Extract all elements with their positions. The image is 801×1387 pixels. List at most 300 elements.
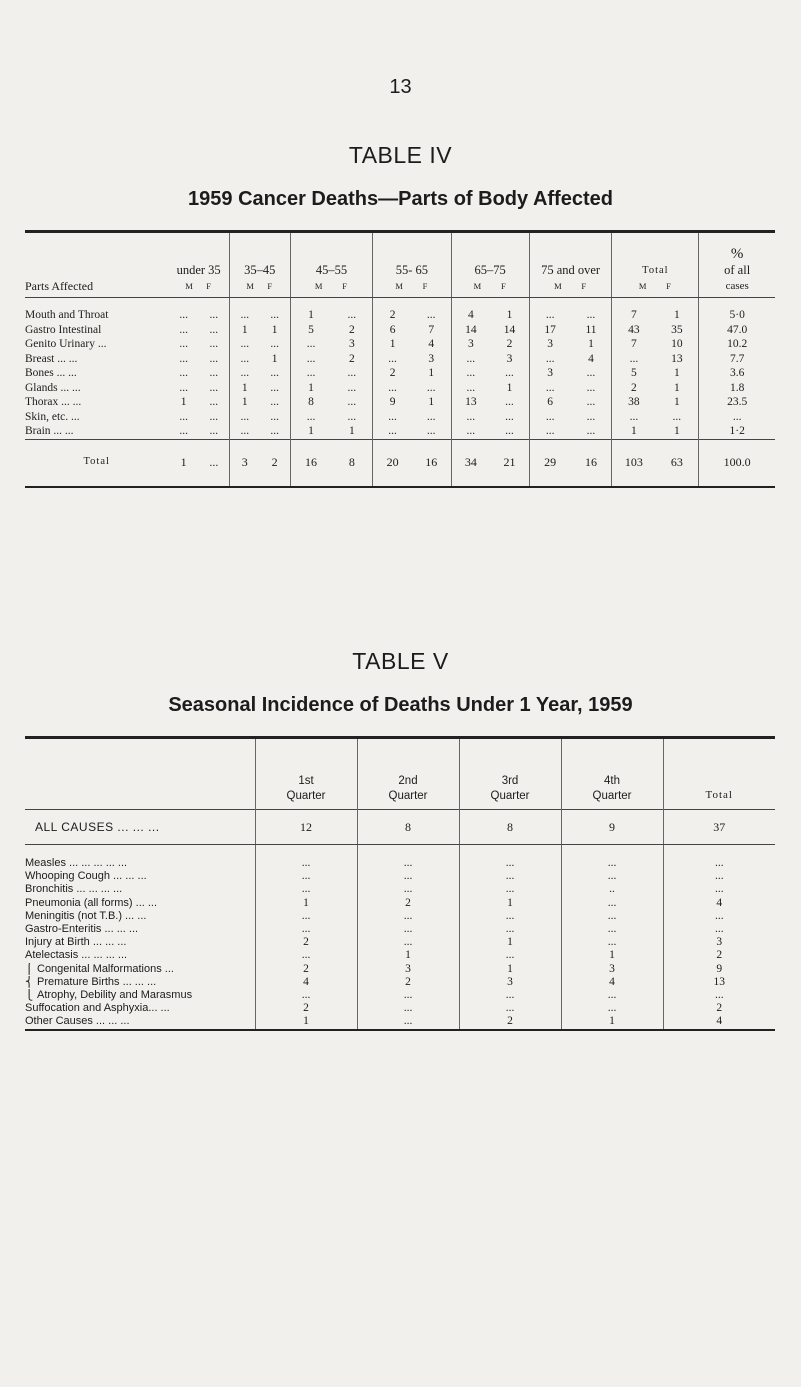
table-cell: ... bbox=[459, 870, 561, 883]
mf-label: M F bbox=[246, 281, 274, 291]
row-label: Brain ... ... bbox=[25, 425, 74, 437]
table-v-title: TABLE V bbox=[352, 648, 449, 674]
table-cell: 4 bbox=[561, 976, 663, 989]
table-cell: 6 bbox=[529, 395, 570, 410]
table-cell: ... bbox=[451, 352, 490, 367]
table-cell: 12 bbox=[255, 810, 357, 845]
table-cell: ... bbox=[270, 410, 279, 423]
table-cell: 29 bbox=[529, 439, 570, 487]
table-cell: 5·0 bbox=[699, 298, 775, 323]
table-cell: 5 bbox=[290, 323, 331, 338]
table-cell: 2 bbox=[663, 949, 775, 962]
table-cell: 9 bbox=[373, 395, 412, 410]
table-cell: ... bbox=[459, 845, 561, 871]
table-cell: 23.5 bbox=[699, 395, 775, 410]
table-row bbox=[25, 298, 775, 323]
table-cell: ... bbox=[229, 352, 259, 367]
table-cell: ... bbox=[347, 381, 357, 394]
table-cell: ... bbox=[290, 410, 331, 425]
table-cell: ... bbox=[699, 410, 775, 425]
table-cell: 2 bbox=[373, 366, 412, 381]
table-cell: ... bbox=[451, 381, 490, 396]
table-cell: ... bbox=[179, 352, 188, 365]
cause-label: Gastro-Enteritis ... ... ... bbox=[25, 923, 139, 936]
row-label bbox=[25, 963, 255, 976]
row-label bbox=[25, 1002, 255, 1015]
row-label bbox=[25, 936, 255, 949]
cancer-deaths-table bbox=[25, 230, 775, 488]
cause-label: Congenital Malformations ... bbox=[37, 962, 174, 975]
row-label bbox=[25, 883, 255, 896]
table-cell: ... bbox=[612, 410, 655, 425]
table-cell: ... bbox=[586, 381, 596, 394]
brace-mark: ⎩ bbox=[25, 989, 34, 1002]
all-causes-row bbox=[25, 810, 775, 845]
table-cell: 43 bbox=[612, 323, 655, 338]
table-cell: 63 bbox=[655, 439, 698, 487]
table-cell: ... bbox=[505, 367, 514, 379]
row-label: Skin, etc. ... bbox=[25, 410, 80, 423]
table-cell: 1 bbox=[348, 425, 355, 437]
row-label: Glands ... ... bbox=[25, 381, 81, 394]
table-cell: 3 bbox=[561, 963, 663, 976]
brace-mark: ⎧ bbox=[25, 962, 34, 975]
table-cell: ... bbox=[255, 910, 357, 923]
table-cell: 3 bbox=[506, 352, 513, 365]
table-cell: 14 bbox=[503, 323, 516, 336]
table-cell: 7 bbox=[612, 337, 655, 352]
cause-row bbox=[25, 897, 775, 910]
table-cell: ... bbox=[561, 936, 663, 949]
seasonal-incidence-table bbox=[25, 736, 775, 1031]
table-cell: ... bbox=[209, 338, 219, 350]
age-group-label: 75 and over bbox=[541, 263, 601, 277]
table-cell: ... bbox=[663, 989, 775, 1002]
table-cell: ... bbox=[459, 1002, 561, 1015]
table-cell: 3 bbox=[348, 338, 355, 350]
table-cell: ... bbox=[357, 883, 459, 896]
cause-row bbox=[25, 883, 775, 896]
mf-label: M F bbox=[473, 281, 507, 291]
table-cell: 1 bbox=[612, 424, 655, 439]
table-cell: 2 bbox=[506, 338, 513, 350]
cause-label: Other Causes ... ... ... bbox=[25, 1015, 130, 1028]
table-cell: 1 bbox=[180, 396, 187, 408]
table-cell: 1 bbox=[229, 395, 259, 410]
table-cell: 4 bbox=[663, 1015, 775, 1029]
table-cell: ... bbox=[672, 410, 682, 423]
table-cell: 1 bbox=[673, 425, 680, 437]
table-cell: 7.7 bbox=[699, 352, 775, 367]
table-cell: 100.0 bbox=[699, 439, 775, 487]
table-cell: ... bbox=[229, 337, 259, 352]
table-cell: ... bbox=[561, 989, 663, 1002]
cause-row bbox=[25, 963, 775, 976]
table-cell: ... bbox=[451, 424, 490, 439]
cause-label: Suffocation and Asphyxia... ... bbox=[25, 1002, 170, 1015]
table-cell: 37 bbox=[663, 810, 775, 845]
table-cell: ... bbox=[255, 923, 357, 936]
table-row bbox=[25, 424, 775, 439]
table-cell: ... bbox=[663, 910, 775, 923]
table-cell: 1 bbox=[561, 1015, 663, 1029]
table-cell: ... bbox=[529, 424, 570, 439]
age-group-label: 45–55 bbox=[315, 263, 348, 277]
table-cell: ... bbox=[529, 381, 570, 396]
table-cell: 1 bbox=[506, 381, 513, 394]
cause-header bbox=[25, 738, 255, 810]
brace-mark: ⎨ bbox=[25, 975, 34, 988]
row-label: Genito Urinary ... bbox=[25, 338, 107, 350]
table-cell: ... bbox=[347, 396, 357, 408]
table-cell: 2 bbox=[357, 976, 459, 989]
table-cell: ... bbox=[451, 366, 490, 381]
table-cell: 11 bbox=[585, 323, 597, 336]
table-cell: ... bbox=[561, 910, 663, 923]
page-number: 13 bbox=[389, 76, 412, 98]
table-cell: ... bbox=[357, 910, 459, 923]
table-row bbox=[25, 352, 775, 367]
table-cell: ... bbox=[270, 425, 279, 437]
table-v-subtitle: Seasonal Incidence of Deaths Under 1 Year, 1959 bbox=[168, 694, 633, 716]
table-cell: 4 bbox=[451, 298, 490, 323]
table-cell: ... bbox=[373, 381, 412, 396]
table-cell: 10.2 bbox=[699, 337, 775, 352]
table-cell: ... bbox=[290, 337, 331, 352]
table-cell: ... bbox=[561, 1002, 663, 1015]
table-cell: 47.0 bbox=[699, 323, 775, 338]
table-cell: 21 bbox=[490, 439, 529, 487]
table-cell: 2 bbox=[255, 963, 357, 976]
age-group-header bbox=[373, 232, 451, 298]
row-label: Mouth and Throat bbox=[25, 309, 109, 321]
table-row bbox=[25, 410, 775, 425]
table-cell: ... bbox=[179, 381, 188, 394]
table-cell: 3 bbox=[451, 337, 490, 352]
age-group-label: 55- 65 bbox=[395, 263, 429, 277]
table-cell: ... bbox=[612, 352, 655, 367]
table-cell: 7 bbox=[428, 323, 435, 336]
table-cell: ... bbox=[209, 352, 219, 365]
cause-label: Pneumonia (all forms) ... ... bbox=[25, 896, 158, 909]
cause-row bbox=[25, 976, 775, 989]
table-cell: ... bbox=[290, 352, 331, 367]
table-cell: 1 bbox=[168, 439, 198, 487]
table-cell: ... bbox=[209, 367, 219, 379]
table-cell: 103 bbox=[612, 439, 655, 487]
table-cell: ... bbox=[561, 870, 663, 883]
table-cell: ... bbox=[505, 410, 514, 423]
table-cell: ... bbox=[357, 936, 459, 949]
total-header bbox=[612, 232, 699, 298]
table-cell: ... bbox=[663, 883, 775, 896]
mf-label: M F bbox=[638, 281, 672, 291]
table-cell: ... bbox=[586, 410, 596, 423]
table-cell: ... bbox=[179, 367, 188, 379]
table-cell: 35 bbox=[671, 323, 683, 336]
row-label bbox=[25, 923, 255, 936]
table-cell: ... bbox=[529, 352, 570, 367]
table-cell: ... bbox=[505, 396, 514, 408]
table-cell: 2 bbox=[348, 352, 355, 365]
table-cell: ... bbox=[179, 309, 188, 321]
table-iv-subtitle: 1959 Cancer Deaths—Parts of Body Affected bbox=[188, 188, 613, 210]
table-cell: ... bbox=[357, 870, 459, 883]
age-group-label: 65–75 bbox=[474, 263, 506, 277]
table-cell: ... bbox=[586, 367, 596, 379]
table-cell: 5 bbox=[612, 366, 655, 381]
table-cell: 1 bbox=[290, 381, 331, 396]
table-cell: ... bbox=[663, 923, 775, 936]
table-cell: 8 bbox=[331, 439, 372, 487]
table-cell: ... bbox=[270, 396, 279, 408]
table-cell: 2 bbox=[260, 439, 290, 487]
quarter-header: 1st Quarter bbox=[255, 738, 357, 810]
table-cell: ... bbox=[426, 410, 436, 423]
table-cell: ... bbox=[426, 425, 436, 437]
total-row bbox=[25, 439, 775, 487]
table-cell: 1 bbox=[428, 367, 435, 379]
table-cell: ... bbox=[373, 410, 412, 425]
table-cell: 1·2 bbox=[699, 424, 775, 439]
table-cell: 13 bbox=[671, 352, 683, 365]
table-cell: ... bbox=[270, 381, 279, 394]
table-cell: 1 bbox=[673, 381, 680, 394]
table-cell: 8 bbox=[290, 395, 331, 410]
row-label bbox=[25, 989, 255, 1002]
table-cell: ... bbox=[586, 425, 596, 437]
table-cell: ... bbox=[270, 309, 279, 321]
table-iv-header-row bbox=[25, 232, 775, 298]
table-cell: ... bbox=[270, 367, 279, 379]
table-cell: ... bbox=[347, 367, 357, 379]
table-cell: 4 bbox=[428, 338, 435, 350]
table-cell: ... bbox=[459, 910, 561, 923]
table-cell: 1.8 bbox=[699, 381, 775, 396]
table-cell: ... bbox=[459, 883, 561, 896]
row-label bbox=[25, 976, 255, 989]
row-label bbox=[25, 810, 255, 845]
row-label: Thorax ... ... bbox=[25, 396, 82, 408]
table-cell: ... bbox=[586, 396, 596, 408]
cause-row bbox=[25, 845, 775, 871]
table-cell: 2 bbox=[459, 1015, 561, 1029]
table-v-body bbox=[25, 810, 775, 1030]
cause-label: Injury at Birth ... ... ... bbox=[25, 936, 127, 949]
age-group-header bbox=[529, 232, 612, 298]
mf-label: M F bbox=[185, 281, 213, 291]
table-cell: 1 bbox=[271, 323, 278, 336]
table-cell: 2 bbox=[357, 897, 459, 910]
table-cell: 1 bbox=[673, 396, 680, 408]
total-header: Total bbox=[663, 738, 775, 810]
table-cell: 1 bbox=[229, 381, 259, 396]
table-cell: 3.6 bbox=[699, 366, 775, 381]
table-cell: 10 bbox=[671, 338, 683, 350]
mf-label: M F bbox=[554, 281, 588, 291]
cause-label: ALL CAUSES ... ... ... bbox=[35, 820, 160, 834]
table-cell: ... bbox=[561, 845, 663, 871]
row-label: Gastro Intestinal bbox=[25, 323, 102, 336]
table-cell: 1 bbox=[255, 897, 357, 910]
table-cell: 1 bbox=[673, 367, 680, 379]
table-cell: 1 bbox=[357, 949, 459, 962]
table-cell: ... bbox=[199, 439, 229, 487]
row-label bbox=[25, 897, 255, 910]
table-cell: ... bbox=[373, 352, 412, 367]
table-cell: 4 bbox=[255, 976, 357, 989]
table-iv-title: TABLE IV bbox=[348, 142, 453, 168]
cause-label: Premature Births ... ... ... bbox=[37, 975, 157, 988]
table-cell: 1 bbox=[229, 323, 259, 338]
table-cell: ... bbox=[255, 845, 357, 871]
table-cell: ... bbox=[229, 298, 259, 323]
cause-label: Measles ... ... ... ... ... bbox=[25, 857, 128, 869]
table-cell: ... bbox=[357, 1015, 459, 1029]
table-cell: 1 bbox=[459, 897, 561, 910]
table-row bbox=[25, 381, 775, 396]
table-cell: ... bbox=[209, 425, 219, 437]
table-cell: 2 bbox=[612, 381, 655, 396]
cause-row bbox=[25, 870, 775, 883]
table-cell: 3 bbox=[229, 439, 259, 487]
table-cell: 1 bbox=[290, 424, 331, 439]
cause-label: Atelectasis ... ... ... ... bbox=[25, 949, 128, 962]
cause-row bbox=[25, 949, 775, 962]
table-cell: ... bbox=[179, 338, 188, 350]
table-cell: 6 bbox=[373, 323, 412, 338]
table-cell: 2 bbox=[255, 1002, 357, 1015]
age-group-label: 35–45 bbox=[244, 263, 276, 277]
table-cell: 4 bbox=[588, 352, 594, 365]
table-cell: 2 bbox=[373, 298, 412, 323]
table-cell: ... bbox=[357, 1002, 459, 1015]
table-cell: ... bbox=[586, 309, 596, 321]
table-cell: ... bbox=[529, 298, 570, 323]
table-cell: 2 bbox=[255, 936, 357, 949]
table-cell: ... bbox=[290, 366, 331, 381]
table-iv-body bbox=[25, 298, 775, 487]
table-cell: ... bbox=[229, 410, 259, 425]
table-cell: 3 bbox=[529, 337, 570, 352]
row-label: Breast ... ... bbox=[25, 352, 78, 365]
cause-row bbox=[25, 936, 775, 949]
table-cell: ... bbox=[179, 425, 188, 437]
table-cell: 2 bbox=[663, 1002, 775, 1015]
table-cell: ... bbox=[209, 396, 219, 408]
quarter-header: 4th Quarter bbox=[561, 738, 663, 810]
row-label: Bones ... ... bbox=[25, 367, 77, 379]
table-cell: 1 bbox=[255, 1015, 357, 1029]
table-cell: ... bbox=[529, 410, 570, 425]
table-cell: 9 bbox=[663, 963, 775, 976]
cause-row bbox=[25, 910, 775, 923]
cause-label: Meningitis (not T.B.) ... ... bbox=[25, 909, 147, 922]
table-cell: ... bbox=[255, 949, 357, 962]
table-cell: 1 bbox=[561, 949, 663, 962]
table-cell: 38 bbox=[612, 395, 655, 410]
table-cell: 14 bbox=[451, 323, 490, 338]
cause-label: Whooping Cough ... ... ... bbox=[25, 870, 147, 883]
table-row bbox=[25, 395, 775, 410]
cause-row bbox=[25, 1002, 775, 1015]
age-group-header bbox=[229, 232, 290, 298]
table-cell: 13 bbox=[663, 976, 775, 989]
table-cell: ... bbox=[255, 870, 357, 883]
table-cell: 1 bbox=[673, 309, 680, 321]
row-label bbox=[25, 870, 255, 883]
table-cell: 8 bbox=[357, 810, 459, 845]
table-cell: 4 bbox=[663, 897, 775, 910]
age-group-header bbox=[168, 232, 229, 298]
table-cell: ... bbox=[179, 323, 188, 336]
table-cell: ... bbox=[505, 425, 514, 437]
age-group-label: under 35 bbox=[176, 263, 221, 277]
table-cell: 16 bbox=[412, 439, 451, 487]
cause-label: Atrophy, Debility and Marasmus bbox=[37, 989, 193, 1002]
table-cell: 1 bbox=[428, 396, 435, 408]
table-cell: ... bbox=[459, 949, 561, 962]
table-row bbox=[25, 366, 775, 381]
table-cell: 1 bbox=[506, 309, 513, 321]
table-cell: 8 bbox=[459, 810, 561, 845]
parts-affected-header: Parts Affected bbox=[25, 232, 168, 298]
cause-label: Bronchitis ... ... ... ... bbox=[25, 883, 123, 896]
table-cell: ... bbox=[229, 424, 259, 439]
table-cell: 3 bbox=[459, 976, 561, 989]
table-cell: 1 bbox=[459, 963, 561, 976]
table-cell: 20 bbox=[373, 439, 412, 487]
table-cell: 3 bbox=[529, 366, 570, 381]
table-cell: 16 bbox=[571, 439, 612, 487]
table-row bbox=[25, 337, 775, 352]
cause-row bbox=[25, 989, 775, 1002]
table-cell: ... bbox=[209, 309, 219, 321]
quarter-header: 2nd Quarter bbox=[357, 738, 459, 810]
table-cell: 1 bbox=[271, 352, 278, 365]
row-label bbox=[25, 1015, 255, 1029]
row-label bbox=[25, 910, 255, 923]
table-cell: 2 bbox=[348, 323, 355, 336]
table-cell: ... bbox=[209, 410, 219, 423]
table-cell: ... bbox=[561, 897, 663, 910]
table-cell: 7 bbox=[612, 298, 655, 323]
table-cell: ... bbox=[209, 323, 219, 336]
percent-header: % of all cases bbox=[699, 232, 775, 298]
age-group-header bbox=[290, 232, 373, 298]
table-cell: 1 bbox=[290, 298, 331, 323]
age-group-header bbox=[451, 232, 529, 298]
table-cell: ... bbox=[357, 923, 459, 936]
table-cell: 17 bbox=[529, 323, 570, 338]
table-cell: ... bbox=[426, 381, 436, 394]
table-cell: ... bbox=[270, 338, 279, 350]
table-cell: ... bbox=[451, 410, 490, 425]
table-cell: ... bbox=[373, 424, 412, 439]
cause-row bbox=[25, 1015, 775, 1029]
table-cell: ... bbox=[561, 923, 663, 936]
table-cell: 1 bbox=[459, 936, 561, 949]
mf-label: M F bbox=[314, 281, 348, 291]
table-cell: ... bbox=[255, 883, 357, 896]
table-cell: 16 bbox=[290, 439, 331, 487]
table-cell: ... bbox=[229, 366, 259, 381]
row-label: Total bbox=[25, 439, 168, 487]
table-cell: ... bbox=[357, 845, 459, 871]
total-label: Total bbox=[642, 265, 669, 277]
table-cell: .. bbox=[561, 883, 663, 896]
table-cell: 1 bbox=[588, 338, 594, 350]
